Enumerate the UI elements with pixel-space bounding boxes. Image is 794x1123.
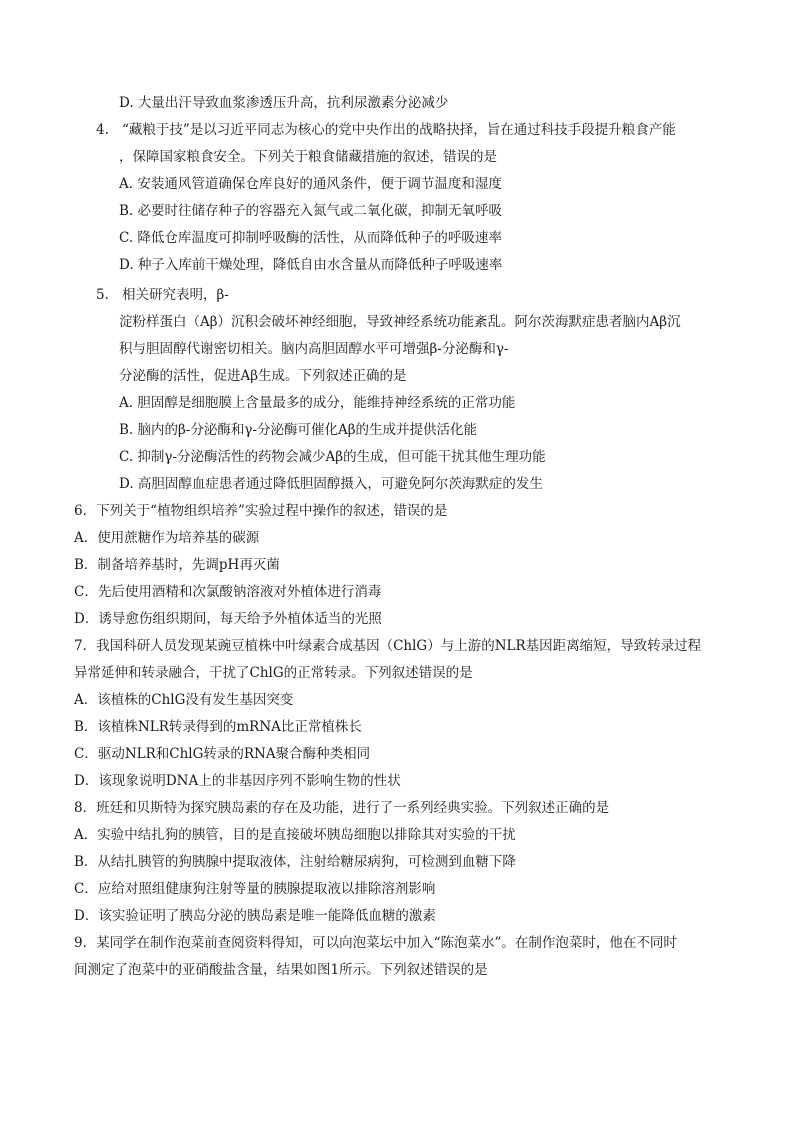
q4-option-b: B. 必要时往储存种子的容器充入氮气或二氧化碳，抑制无氧呼吸 xyxy=(119,203,503,219)
q6-option-c: C．先后使用酒精和次氯酸钠溶液对外植体进行消毒 xyxy=(74,584,382,600)
q5-option-c: C. 抑制γ-分泌酶活性的药物会减少Aβ的生成，但可能干扰其他生理功能 xyxy=(119,449,546,465)
q7-stem-line1: 7．我国科研人员发现某豌豆植株中叶绿素合成基因（ChlG）与上游的NLR基因距离缩短，导致转录过程 xyxy=(74,638,702,654)
q8-option-c: C．应给对照组健康狗注射等量的胰腺提取液以排除溶剂影响 xyxy=(74,881,436,897)
q4-stem-line2: ，保障国家粮食安全。下列关于粮食储藏措施的叙述，错误的是 xyxy=(119,149,497,165)
q5-stem-text: 相关研究表明，β- xyxy=(122,287,229,303)
q5-option-a: A. 胆固醇是细胞膜上含量最多的成分，能维持神经系统的正常功能 xyxy=(119,395,516,411)
q5-stem-line3: 积与胆固醇代谢密切相关。脑内高胆固醇水平可增强β-分泌酶和γ- xyxy=(119,341,509,357)
q7-option-c: C．驱动NLR和ChlG转录的RNA聚合酶种类相同 xyxy=(74,746,371,762)
q4-option-c: C. 降低仓库温度可抑制呼吸酶的活性，从而降低种子的呼吸速率 xyxy=(119,230,502,246)
q6-option-b: B．制备培养基时，先调pH再灭菌 xyxy=(74,557,280,573)
q8-option-d: D．该实验证明了胰岛分泌的胰岛素是唯一能降低血糖的激素 xyxy=(74,908,436,924)
q6-option-a: A．使用蔗糖作为培养基的碳源 xyxy=(74,530,260,546)
q4-option-d: D. 种子入库前干燥处理，降低自由水含量从而降低种子呼吸速率 xyxy=(119,257,503,273)
q5-stem-line4: 分泌酶的活性，促进Aβ生成。下列叙述正确的是 xyxy=(119,368,407,384)
q8-option-b: B．从结扎胰管的狗胰腺中提取液体，注射给糖尿病狗，可检测到血糖下降 xyxy=(74,854,516,870)
q4-number: 4. xyxy=(96,122,109,138)
q7-option-b: B．该植株NLR转录得到的mRNA比正常植株长 xyxy=(74,719,362,735)
q3-option-d: D. 大量出汗导致血浆渗透压升高，抗利尿激素分泌减少 xyxy=(119,95,449,111)
q6-stem: 6．下列关于“植物组织培养”实验过程中操作的叙述，错误的是 xyxy=(74,503,448,519)
q4-stem-text: “藏粮于技”是以习近平同志为核心的党中央作出的战略抉择，旨在通过科技手段提升粮食产能 xyxy=(122,122,676,138)
q7-stem-line2: 异常延伸和转录融合，干扰了ChlG的正常转录。下列叙述错误的是 xyxy=(74,665,473,681)
q4-option-a: A. 安装通风管道确保仓库良好的通风条件，便于调节温度和湿度 xyxy=(119,176,502,192)
q5-option-d: D. 高胆固醇血症患者通过降低胆固醇摄入，可避免阿尔茨海默症的发生 xyxy=(119,476,543,492)
q5-stem-line2: 淀粉样蛋白（Aβ）沉积会破坏神经细胞，导致神经系统功能紊乱。阿尔茨海默症患者脑内Aβ沉 xyxy=(119,314,681,330)
q8-stem: 8．班廷和贝斯特为探究胰岛素的存在及功能，进行了一系列经典实验。下列叙述正确的是 xyxy=(74,800,610,816)
q7-option-a: A．该植株的ChlG没有发生基因突变 xyxy=(74,692,294,708)
q7-option-d: D．该现象说明DNA上的非基因序列不影响生物的性状 xyxy=(74,773,401,789)
q5-number: 5. xyxy=(96,287,109,303)
q9-stem-line2: 间测定了泡菜中的亚硝酸盐含量，结果如图1所示。下列叙述错误的是 xyxy=(74,962,488,978)
q6-option-d: D．诱导愈伤组织期间，每天给予外植体适当的光照 xyxy=(74,611,382,627)
q8-option-a: A．实验中结扎狗的胰管，目的是直接破坏胰岛细胞以排除其对实验的干扰 xyxy=(74,827,516,843)
q5-stem-line1 xyxy=(96,286,229,304)
q4-stem-line1 xyxy=(96,121,676,139)
q9-stem-line1: 9．某同学在制作泡菜前查阅资料得知，可以向泡菜坛中加入“陈泡菜水”。在制作泡菜时，他在不同时 xyxy=(74,935,677,951)
q5-option-b: B. 脑内的β-分泌酶和γ-分泌酶可催化Aβ的生成并提供活化能 xyxy=(119,422,478,438)
